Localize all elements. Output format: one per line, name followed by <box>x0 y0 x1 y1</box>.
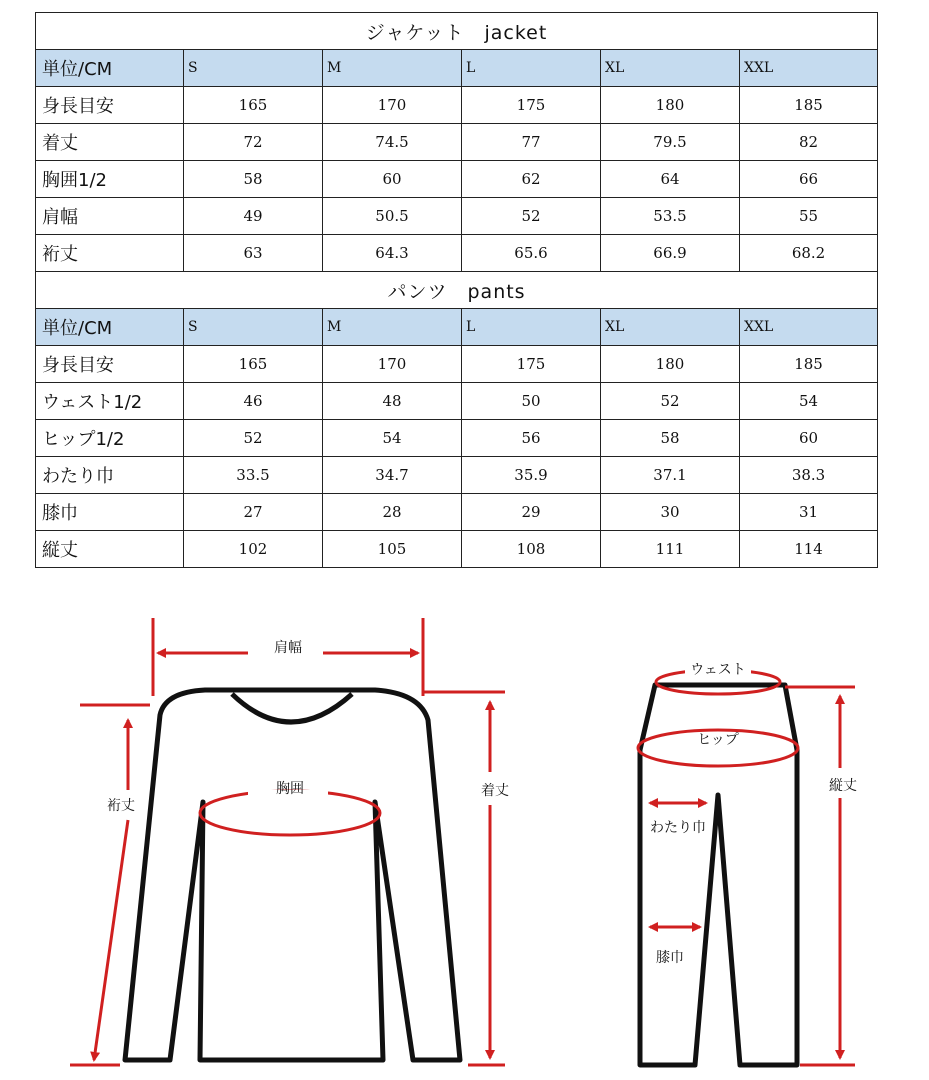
cell-value: 74.5 <box>323 124 462 161</box>
cell-value: 62 <box>462 161 601 198</box>
cell-value: 28 <box>323 494 462 531</box>
header-unit: 単位/CM <box>36 309 184 346</box>
cell-value: 64 <box>601 161 740 198</box>
cell-value: 165 <box>184 87 323 124</box>
header-size-m: M <box>323 309 462 346</box>
cell-value: 54 <box>740 383 878 420</box>
header-size-l: L <box>462 309 601 346</box>
cell-value: 48 <box>323 383 462 420</box>
cell-value: 55 <box>740 198 878 235</box>
cell-value: 180 <box>601 346 740 383</box>
jacket-header-row <box>36 50 878 87</box>
cell-value: 66 <box>740 161 878 198</box>
table-row <box>36 383 878 420</box>
table-row <box>36 161 878 198</box>
cell-value: 54 <box>323 420 462 457</box>
cell-value: 170 <box>323 87 462 124</box>
cell-value: 185 <box>740 87 878 124</box>
pants-section-title-row <box>36 272 878 309</box>
cell-value: 185 <box>740 346 878 383</box>
header-size-m: M <box>323 50 462 87</box>
header-size-xl: XL <box>601 309 740 346</box>
cell-value: 60 <box>740 420 878 457</box>
row-label: 身長目安 <box>36 87 184 124</box>
cell-value: 37.1 <box>601 457 740 494</box>
label-waist: ウェスト <box>690 662 746 678</box>
label-thigh: わたり巾 <box>650 820 706 836</box>
row-label: 縦丈 <box>36 531 184 568</box>
cell-value: 68.2 <box>740 235 878 272</box>
pants-labels <box>650 662 857 966</box>
table-row <box>36 420 878 457</box>
row-label: 膝巾 <box>36 494 184 531</box>
cell-value: 50.5 <box>323 198 462 235</box>
header-size-xxl: XXL <box>740 309 878 346</box>
label-shoulder: 肩幅 <box>274 640 302 656</box>
header-unit: 単位/CM <box>36 50 184 87</box>
cell-value: 49 <box>184 198 323 235</box>
cell-value: 66.9 <box>601 235 740 272</box>
cell-value: 114 <box>740 531 878 568</box>
row-label: 裄丈 <box>36 235 184 272</box>
measurement-diagram <box>0 590 929 1080</box>
row-label: 肩幅 <box>36 198 184 235</box>
jacket-title: ジャケット jacket <box>36 13 878 50</box>
cell-value: 34.7 <box>323 457 462 494</box>
cell-value: 52 <box>184 420 323 457</box>
cell-value: 31 <box>740 494 878 531</box>
label-hip: ヒップ <box>697 732 739 748</box>
table-row <box>36 457 878 494</box>
header-size-s: S <box>184 309 323 346</box>
header-size-xl: XL <box>601 50 740 87</box>
row-label: 着丈 <box>36 124 184 161</box>
table-row <box>36 494 878 531</box>
cell-value: 65.6 <box>462 235 601 272</box>
cell-value: 175 <box>462 87 601 124</box>
cell-value: 105 <box>323 531 462 568</box>
cell-value: 175 <box>462 346 601 383</box>
cell-value: 56 <box>462 420 601 457</box>
jacket-labels <box>107 640 509 814</box>
pants-title: パンツ pants <box>36 272 878 309</box>
row-label: 身長目安 <box>36 346 184 383</box>
pants-header-row <box>36 309 878 346</box>
label-sleeve: 裄丈 <box>107 798 135 814</box>
cell-value: 64.3 <box>323 235 462 272</box>
cell-value: 63 <box>184 235 323 272</box>
jacket-outline <box>125 690 460 1060</box>
table-row <box>36 124 878 161</box>
label-chest: 胸囲 <box>276 781 304 797</box>
cell-value: 53.5 <box>601 198 740 235</box>
cell-value: 60 <box>323 161 462 198</box>
table-row <box>36 531 878 568</box>
header-size-s: S <box>184 50 323 87</box>
cell-value: 77 <box>462 124 601 161</box>
cell-value: 82 <box>740 124 878 161</box>
row-label: わたり巾 <box>36 457 184 494</box>
cell-value: 33.5 <box>184 457 323 494</box>
cell-value: 58 <box>601 420 740 457</box>
row-label: ヒップ1/2 <box>36 420 184 457</box>
cell-value: 52 <box>462 198 601 235</box>
label-knee: 膝巾 <box>656 950 684 966</box>
cell-value: 35.9 <box>462 457 601 494</box>
cell-value: 58 <box>184 161 323 198</box>
cell-value: 180 <box>601 87 740 124</box>
cell-value: 108 <box>462 531 601 568</box>
table-row <box>36 87 878 124</box>
cell-value: 30 <box>601 494 740 531</box>
cell-value: 79.5 <box>601 124 740 161</box>
cell-value: 72 <box>184 124 323 161</box>
table-row <box>36 346 878 383</box>
cell-value: 165 <box>184 346 323 383</box>
cell-value: 102 <box>184 531 323 568</box>
size-chart-table <box>35 12 878 568</box>
row-label: 胸囲1/2 <box>36 161 184 198</box>
cell-value: 27 <box>184 494 323 531</box>
cell-value: 170 <box>323 346 462 383</box>
table-row <box>36 198 878 235</box>
cell-value: 38.3 <box>740 457 878 494</box>
pants-measure-lines <box>638 670 855 1065</box>
jacket-section-title-row <box>36 13 878 50</box>
label-length: 着丈 <box>481 783 509 799</box>
table-row <box>36 235 878 272</box>
cell-value: 29 <box>462 494 601 531</box>
label-inseam-length: 縦丈 <box>829 778 857 794</box>
header-size-l: L <box>462 50 601 87</box>
cell-value: 52 <box>601 383 740 420</box>
cell-value: 111 <box>601 531 740 568</box>
cell-value: 50 <box>462 383 601 420</box>
row-label: ウェスト1/2 <box>36 383 184 420</box>
header-size-xxl: XXL <box>740 50 878 87</box>
cell-value: 46 <box>184 383 323 420</box>
